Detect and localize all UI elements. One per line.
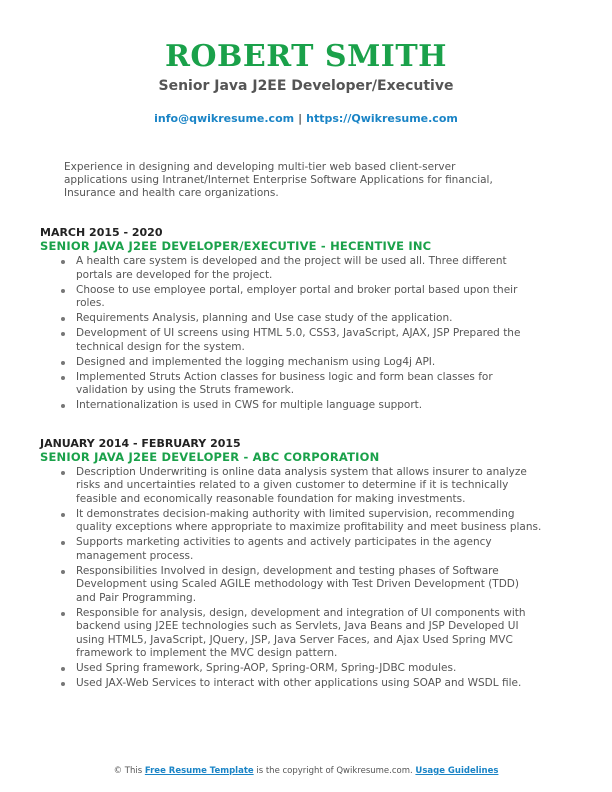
job-dates: JANUARY 2014 - FEBRUARY 2015 [40,436,241,450]
duty-item: Designed and implemented the logging mechanism using Log4j API. [76,356,542,370]
job-dates: MARCH 2015 - 2020 [40,226,163,239]
contact-line [0,112,612,126]
email-link[interactable]: info@qwikresume.com [154,112,295,125]
duty-item: Responsibilities Involved in design, development and testing phases of Software Development using Scaled AGILE methodology with Test Driven Development (TDD) and Pair Programming. [76,565,542,606]
job-entry [40,437,542,691]
contact-separator: | [298,112,303,125]
summary-paragraph: Experience in designing and developing multi-tier web based client-server applications using Intranet/Internet Enterprise Software Applications for financial, Insurance and health care organizations. [64,161,493,199]
duty-item: Used Spring framework, Spring-AOP, Spring-ORM, Spring-JDBC modules. [76,662,542,676]
duty-list [40,466,542,691]
website-link[interactable]: https://Qwikresume.com [306,112,458,125]
duty-item: Used JAX-Web Services to interact with other applications using SOAP and WSDL file. [76,677,542,691]
duty-item: Responsible for analysis, design, development and integration of UI components with backend using J2EE technologies such as Servlets, Java Beans and JSP Developed UI using HTML5, JavaScript, JQuery, JSP, Java Server Faces, and Ajax Used Spring MVC framework to implement the MVC design pattern. [76,607,542,661]
duty-item: Description Underwriting is online data analysis system that allows insurer to analyze risks and uncertainties related to a given customer to determine if it is technically feasible and economically reasonable foundation for making investments. [76,466,542,507]
duty-list [40,255,542,413]
usage-guidelines-link[interactable]: Usage Guidelines [415,766,499,776]
job-entry [40,226,542,413]
footer-middle: is the copyright of Qwikresume.com. [256,766,413,776]
free-resume-template-link[interactable]: Free Resume Template [144,766,254,776]
footer-prefix: © This [113,766,143,776]
duty-item: It demonstrates decision-making authority with limited supervision, recommending quality exceptions where appropriate to maximize profitability and meet business plans. [76,507,542,533]
resume-header [0,0,612,126]
duty-item: Choose to use employee portal, employer portal and broker portal based upon their roles. [76,284,542,311]
duty-item: A health care system is developed and the project will be used all. Three different portals are developed for the project. [76,255,542,282]
duty-item: Supports marketing activities to agents and actively participates in the agency management process. [76,536,542,563]
candidate-title: Senior Java J2EE Developer/Executive [158,78,454,94]
job-role: SENIOR JAVA J2EE DEVELOPER - ABC CORPORATION [40,449,380,464]
duty-item: Requirements Analysis, planning and Use case study of the application. [76,312,542,326]
job-role: SENIOR JAVA J2EE DEVELOPER/EXECUTIVE - HECENTIVE INC [40,239,432,253]
duty-item: Development of UI screens using HTML 5.0, CSS3, JavaScript, AJAX, JSP Prepared the technical design for the system. [76,327,542,354]
candidate-name: ROBERT SMITH [164,39,448,74]
duty-item: Internationalization is used in CWS for multiple language support. [76,399,542,413]
copyright-footer [0,766,612,777]
duty-item: Implemented Struts Action classes for business logic and form bean classes for validation by using the Struts framework. [76,371,542,398]
